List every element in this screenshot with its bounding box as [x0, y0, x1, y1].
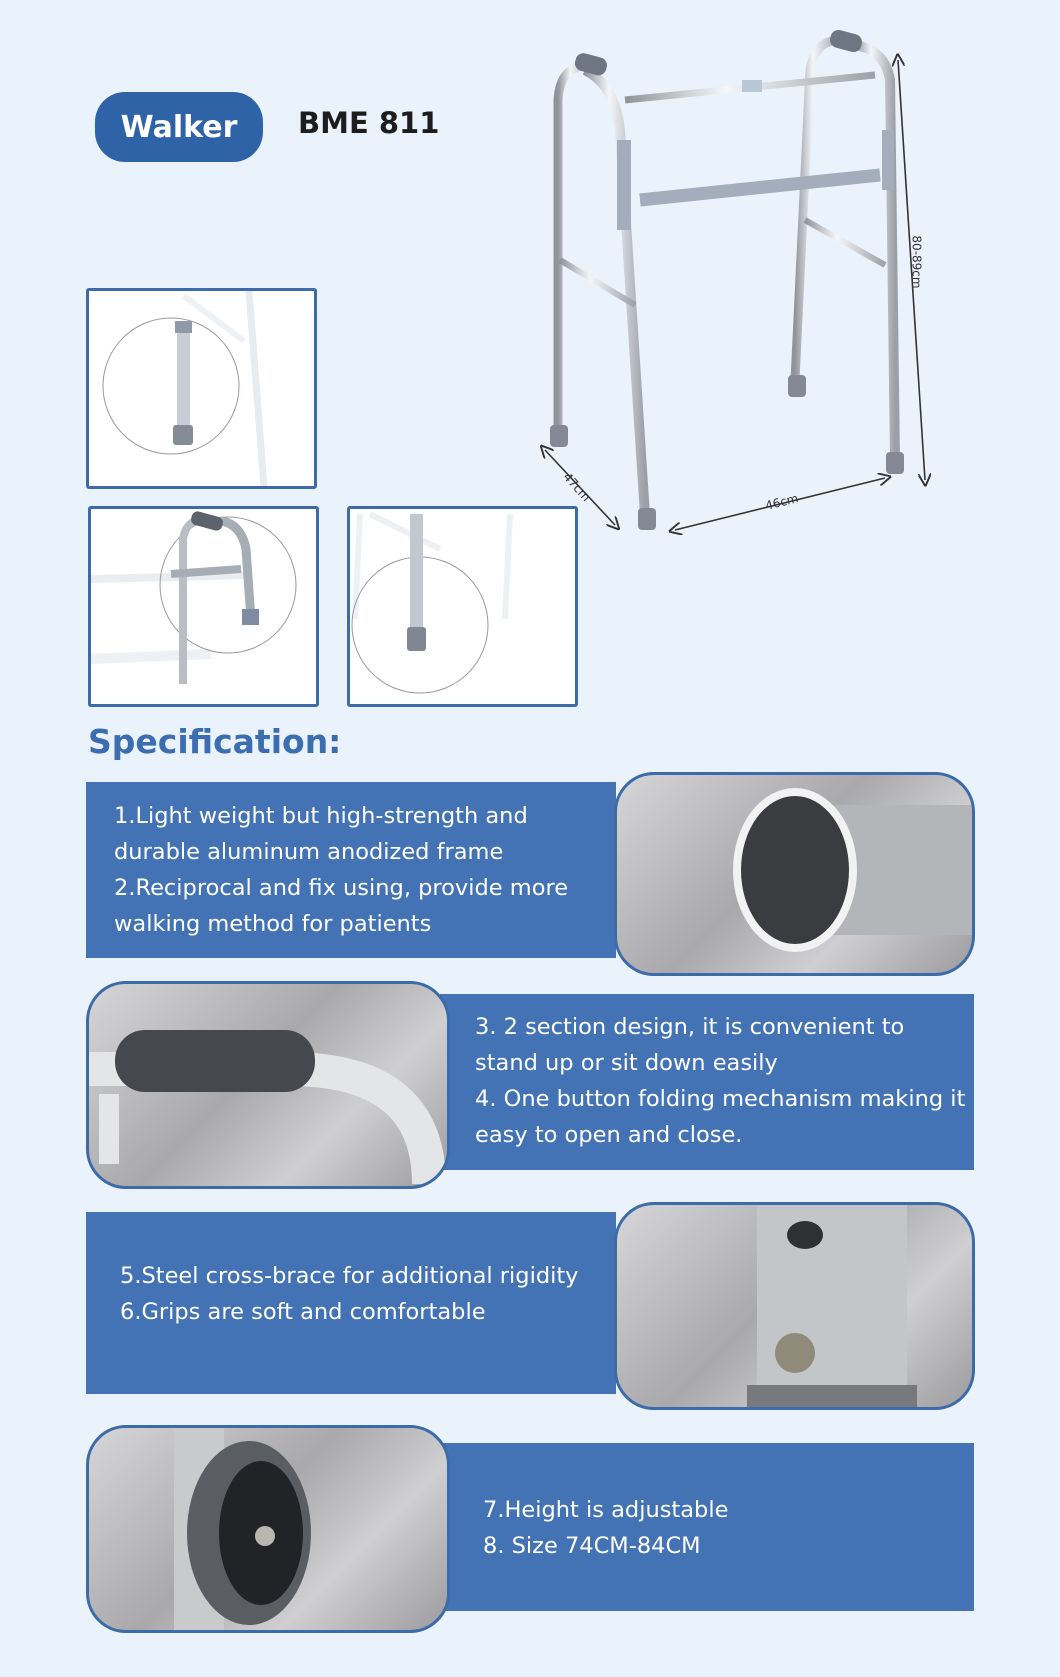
spec-line: 7.Height is adjustable [483, 1497, 729, 1523]
spec-line: 8. Size 74CM-84CM [483, 1533, 701, 1559]
thumbnail-handle-joint[interactable] [88, 506, 319, 707]
spec-line: easy to open and close. [475, 1122, 743, 1148]
thumbnail-foot-tip[interactable] [347, 506, 578, 707]
specification-title: Specification: [88, 722, 342, 761]
walker-product-image [520, 20, 940, 540]
spec-line: durable aluminum anodized frame [114, 839, 504, 865]
spec-line: stand up or sit down easily [475, 1050, 778, 1076]
dimension-height-label: 80-89cm [909, 235, 924, 289]
spec-text-1 [114, 798, 568, 942]
spec-line: 3. 2 section design, it is convenient to [475, 1014, 905, 1040]
foam-grip-image [86, 981, 450, 1189]
category-badge [95, 92, 263, 162]
dimension-depth-label: 47cm [560, 469, 594, 505]
spec-text-2 [475, 1009, 965, 1153]
category-badge-label: Walker [120, 109, 238, 145]
spec-line: 6.Grips are soft and comfortable [120, 1299, 486, 1325]
spec-line: 1.Light weight but high-strength and [114, 803, 528, 829]
aluminum-tube-image [614, 772, 975, 976]
spec-line: 5.Steel cross-brace for additional rigidity [120, 1263, 579, 1289]
spec-text-3 [120, 1258, 579, 1330]
thumbnail-adjustable-leg[interactable] [86, 288, 317, 489]
front-wheel-image [86, 1425, 450, 1633]
spec-line: walking method for patients [114, 911, 432, 937]
model-number: BME 811 [298, 106, 440, 140]
spec-text-4 [483, 1492, 728, 1564]
spec-line: 4. One button folding mechanism making it [475, 1086, 966, 1112]
dimension-width-label: 46cm [763, 491, 800, 513]
spec-line: 2.Reciprocal and fix using, provide more [114, 875, 569, 901]
adjust-button-image [614, 1202, 975, 1410]
